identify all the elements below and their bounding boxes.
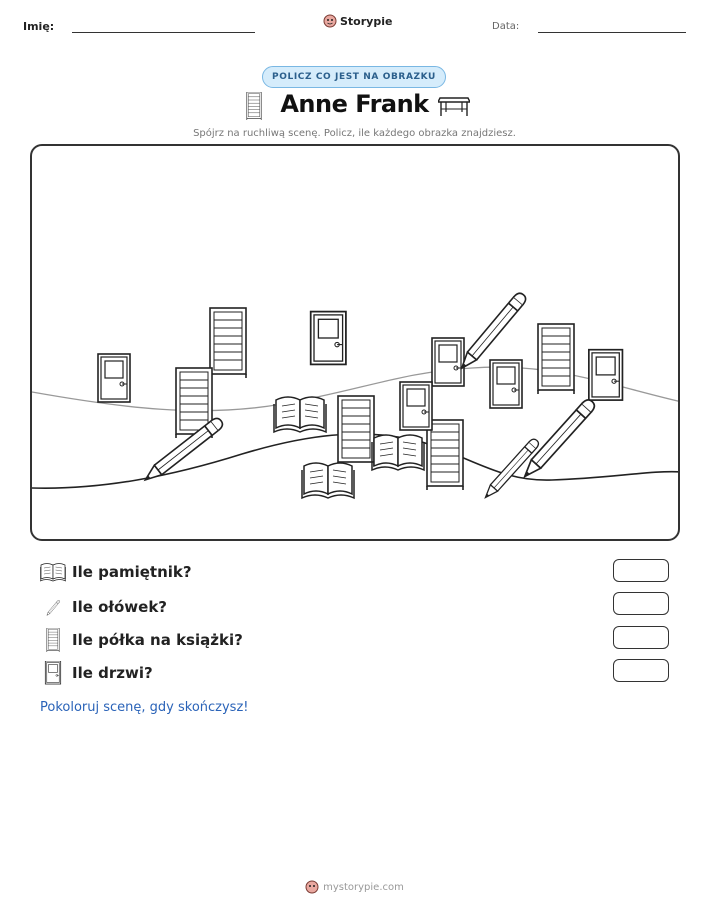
question-text: Ile ołówek?: [72, 598, 168, 616]
bookshelf-icon: [40, 628, 66, 652]
subtitle: Spójrz na ruchliwą scenę. Policz, ile każdego obrazka znajdziesz.: [193, 128, 516, 139]
name-line[interactable]: [72, 32, 255, 33]
footer: [0, 880, 709, 894]
brand-logo: [323, 14, 392, 28]
answer-box-diary[interactable]: [613, 559, 669, 582]
pencil-4: [520, 397, 597, 480]
pencil-icon: [40, 596, 66, 618]
storypie-mascot-icon: [305, 880, 319, 894]
question-text: Ile półka na książki?: [72, 631, 243, 649]
search-scene: [30, 144, 680, 541]
question-row-diary: [40, 562, 192, 582]
bookshelf-3: [338, 396, 374, 466]
door-2: [311, 312, 346, 365]
book-icon: [40, 562, 66, 582]
page-title: Anne Frank: [280, 90, 429, 118]
book-1: [274, 397, 326, 432]
scene-drawing[interactable]: [32, 146, 680, 541]
question-row-bookshelf: [40, 628, 243, 652]
book-2: [372, 435, 424, 470]
answer-box-pencil[interactable]: [613, 592, 669, 615]
bookshelf-5: [538, 324, 574, 394]
question-row-pencil: [40, 596, 167, 618]
question-row-door: [40, 661, 153, 685]
question-text: Ile pamiętnik?: [72, 563, 192, 581]
activity-badge: POLICZ CO JEST NA OBRAZKU: [262, 66, 446, 88]
name-label: Imię:: [23, 20, 55, 33]
storypie-mascot-icon: [323, 14, 337, 28]
brand-name: Storypie: [340, 14, 393, 28]
coloring-instruction: Pokoloruj scenę, gdy skończysz!: [40, 700, 249, 715]
door-3: [432, 338, 464, 386]
chair-title-icon: [438, 92, 470, 118]
book-3: [302, 463, 354, 498]
date-line[interactable]: [538, 32, 686, 33]
bookshelf-1: [210, 308, 246, 378]
answer-box-door[interactable]: [613, 659, 669, 682]
door-5: [490, 360, 522, 408]
question-text: Ile drzwi?: [72, 664, 153, 682]
door-6: [589, 350, 623, 400]
answer-box-bookshelf[interactable]: [613, 626, 669, 649]
door-1: [98, 354, 130, 402]
date-label: Data:: [492, 21, 520, 32]
footer-url[interactable]: mystorypie.com: [323, 881, 404, 893]
door-icon: [40, 661, 66, 685]
door-4: [400, 382, 432, 430]
